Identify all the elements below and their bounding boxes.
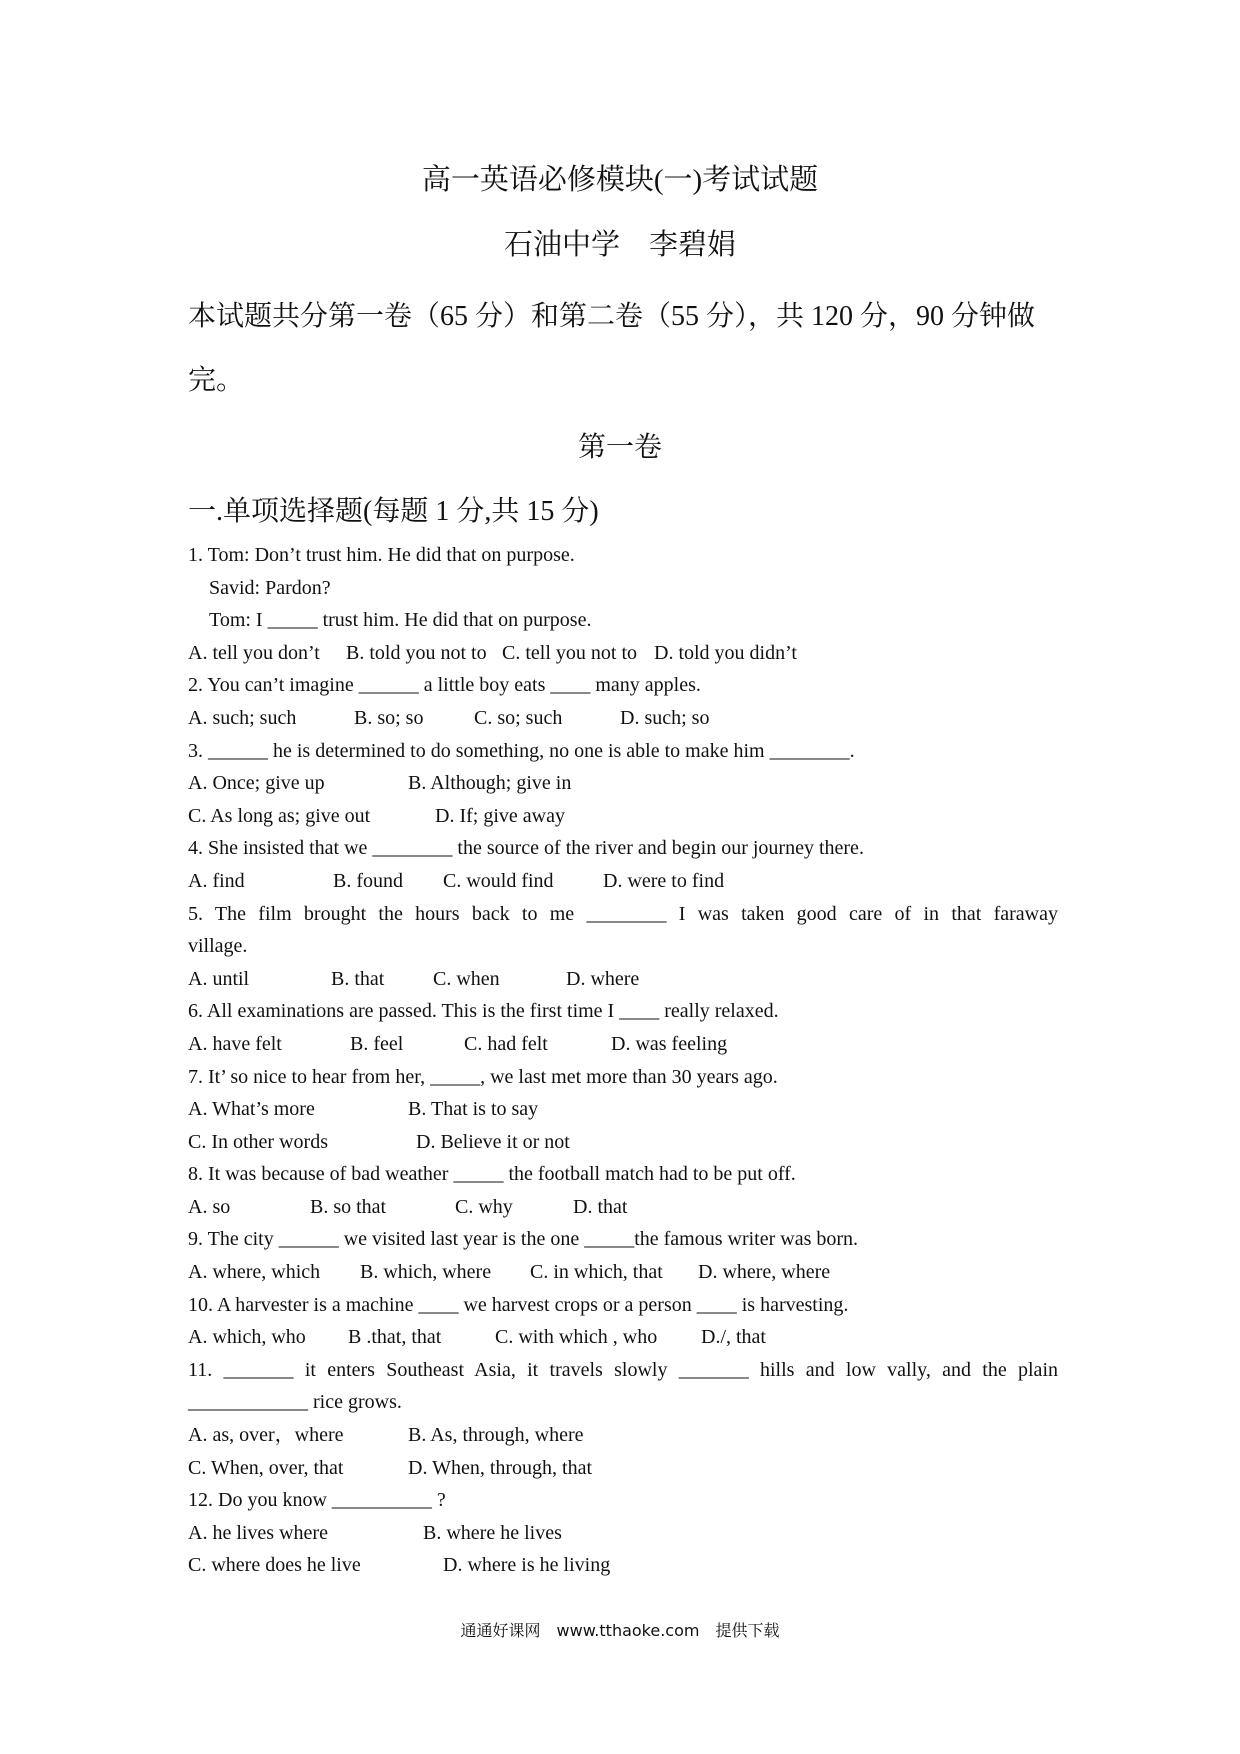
option-d: D. If; give away — [435, 804, 565, 827]
option-b: B. Although; give in — [408, 772, 572, 795]
option-d: D. such; so — [620, 706, 710, 729]
question-3-options-cd — [188, 800, 1058, 833]
option-b: B. that — [331, 967, 385, 990]
section-title: 一.单项选择题(每题 1 分,共 15 分) — [188, 496, 599, 527]
option-c: C. why — [455, 1195, 513, 1218]
option-b: B. told you not to — [346, 641, 487, 664]
question-12-options-cd — [188, 1549, 1058, 1582]
option-a: A. so — [188, 1195, 231, 1218]
question-1-line-2: Savid: Pardon? — [209, 576, 331, 599]
option-c: C. would find — [443, 869, 554, 892]
question-7-stem: 7. It’ so nice to hear from her, _____, we last met more than 30 years ago. — [188, 1065, 778, 1088]
option-d: D. that — [573, 1195, 628, 1218]
question-10-stem: 10. A harvester is a machine ____ we harvest crops or a person ____ is harvesting. — [188, 1293, 849, 1316]
question-7-options-ab — [188, 1093, 1058, 1126]
question-3-stem: 3. ______ he is determined to do something, no one is able to make him ________. — [188, 739, 855, 762]
option-a: A. which, who — [188, 1326, 306, 1349]
option-b: B .that, that — [348, 1326, 442, 1349]
option-d: D. Believe it or not — [416, 1130, 570, 1153]
option-c: C. tell you not to — [502, 641, 637, 664]
question-11-options-cd — [188, 1452, 1058, 1485]
option-b: B. As, through, where — [408, 1424, 584, 1447]
question-8-options — [188, 1191, 1058, 1224]
question-5-stem-line-1: 5. The film brought the hours back to me ________ I was taken good care of in that faraway — [188, 902, 1058, 925]
option-b: B. feel — [350, 1032, 404, 1055]
question-9-stem: 9. The city ______ we visited last year is the one _____the famous writer was born. — [188, 1228, 859, 1251]
question-2-options — [188, 702, 1058, 735]
option-b: B. where he lives — [423, 1521, 562, 1544]
exam-intro: 本试题共分第一卷（65 分）和第二卷（55 分），共 120 分，90 分钟做完。 — [188, 301, 1036, 396]
option-b: B. so that — [310, 1195, 387, 1218]
option-c: C. In other words — [188, 1130, 328, 1153]
option-a: A. he lives where — [188, 1521, 328, 1544]
option-a: A. have felt — [188, 1032, 282, 1055]
volume-title: 第一卷 — [577, 432, 662, 463]
option-a: A. until — [188, 967, 250, 990]
option-c: C. As long as; give out — [188, 804, 371, 827]
option-d: D. where is he living — [443, 1554, 611, 1577]
option-a: A. where, which — [188, 1261, 321, 1284]
option-a: A. such; such — [188, 706, 297, 729]
question-4-options — [188, 865, 1058, 898]
option-a: A. as, over，where — [188, 1424, 344, 1447]
option-b: B. found — [333, 869, 403, 892]
option-c: C. so; such — [474, 706, 563, 729]
option-c: C. where does he live — [188, 1554, 361, 1577]
option-d: D./, that — [701, 1326, 766, 1349]
question-list — [188, 539, 1058, 1582]
option-d: D. was feeling — [611, 1032, 728, 1055]
option-d: D. were to find — [603, 869, 725, 892]
question-12-options-ab — [188, 1517, 1058, 1550]
question-11-stem-line-1: 11. _______ it enters Southeast Asia, it travels slowly _______ hills and low vally, and the plain — [188, 1358, 1058, 1381]
question-11-stem-line-2: ____________ rice grows. — [188, 1391, 402, 1414]
question-1-options — [188, 637, 1058, 670]
question-5-stem-line-2: village. — [188, 935, 248, 958]
option-d: D. told you didn’t — [654, 641, 797, 664]
option-d: D. where — [566, 967, 640, 990]
question-2-stem: 2. You can’t imagine ______ a little boy eats ____ many apples. — [188, 674, 701, 697]
option-c: C. in which, that — [530, 1261, 663, 1284]
option-c: C. When, over, that — [188, 1456, 344, 1479]
question-5-options — [188, 963, 1058, 996]
option-b: B. That is to say — [408, 1098, 539, 1121]
option-d: D. When, through, that — [408, 1456, 593, 1479]
page-footer: 通通好课网 www.tthaoke.com 提供下载 — [460, 1621, 780, 1640]
question-11-options-ab — [188, 1419, 1058, 1452]
option-a: A. Once; give up — [188, 772, 325, 795]
option-d: D. where, where — [698, 1261, 831, 1284]
question-4-stem: 4. She insisted that we ________ the source of the river and begin our journey there. — [188, 837, 864, 860]
option-b: B. which, where — [360, 1261, 492, 1284]
option-a: A. What’s more — [188, 1098, 315, 1121]
option-a: A. find — [188, 869, 245, 892]
option-c: C. when — [433, 967, 500, 990]
question-9-options — [188, 1256, 1058, 1289]
question-12-stem: 12. Do you know __________ ? — [188, 1489, 446, 1512]
option-a: A. tell you don’t — [188, 641, 320, 664]
author-line: 石油中学 李碧娟 — [503, 229, 736, 261]
question-1-line-1: 1. Tom: Don’t trust him. He did that on purpose. — [188, 544, 575, 566]
question-3-options-ab — [188, 767, 1058, 800]
question-6-options — [188, 1028, 1058, 1061]
question-6-stem: 6. All examinations are passed. This is the first time I ____ really relaxed. — [188, 1000, 779, 1023]
question-10-options — [188, 1321, 1058, 1354]
question-7-options-cd — [188, 1126, 1058, 1159]
option-c: C. with which , who — [495, 1326, 658, 1349]
exam-title: 高一英语必修模块(一)考试试题 — [421, 164, 819, 196]
option-b: B. so; so — [354, 706, 424, 729]
option-c: C. had felt — [464, 1032, 548, 1055]
question-8-stem: 8. It was because of bad weather _____ the football match had to be put off. — [188, 1163, 796, 1186]
question-1-line-3: Tom: I _____ trust him. He did that on purpose. — [209, 609, 592, 632]
